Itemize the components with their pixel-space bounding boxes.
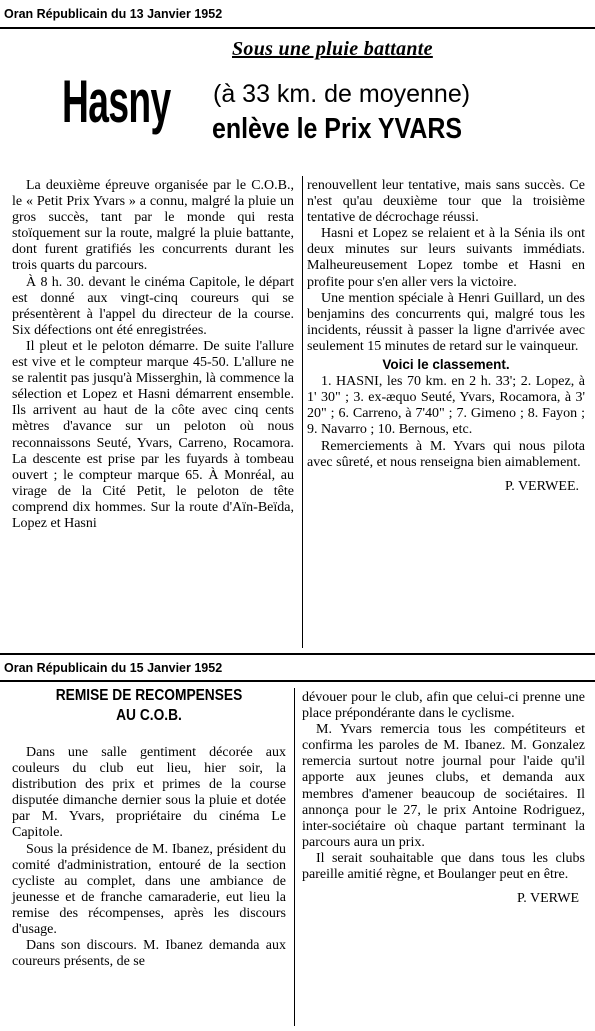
article1-top-rule bbox=[0, 27, 595, 29]
article2-source: Oran Républicain du 15 Janvier 1952 bbox=[4, 661, 223, 675]
classement-list: 1. HASNI, les 70 km. en 2 h. 33'; 2. Lopez, à 1' 30" ; 3. ex-æquo Seuté, Yvars, Rocamora, à 3' 20" ; 6. Carreno, à 7'40" ; 7. Gimeno ; 8. Fayon ; 9. Navarro ; 10. Bernous, etc. bbox=[307, 374, 585, 438]
article2-paragraph: Sous la présidence de M. Ibanez, président du comité d'administration, entouré de la section cycliste au complet, dans une ambiance de jeunesse et de franche camaraderie, eut lieu la remise des récompenses, après les discours d'usage. bbox=[12, 841, 286, 938]
article1-kicker: Sous une pluie battante bbox=[232, 38, 433, 60]
article2-column-divider bbox=[294, 688, 295, 1026]
article2-headline bbox=[31, 686, 267, 726]
article1-signature: P. VERWEE. bbox=[504, 478, 579, 494]
article2-paragraph: Il serait souhaitable que dans tous les clubs pareille amitié règne, et Boulanger peut en être. bbox=[302, 850, 585, 883]
article2-column-right bbox=[302, 690, 585, 907]
article1-column-divider bbox=[302, 176, 303, 648]
article1-column-right bbox=[307, 178, 585, 495]
article2-paragraph: Dans une salle gentiment décorée aux couleurs du club eut lieu, hier soir, la distribution des prix et primes de la course disputée dimanche dernier sous la pluie et dotée par M. Yvars, propriétaire du cinéma Le Capitole. bbox=[12, 745, 286, 841]
article1-paragraph: Une mention spéciale à Henri Guillard, un des benjamins des concurrents qui, malgré tous les incidents, réussit à passer la ligne d'arrivée avec seulement 15 minutes de retard sur le vainqueur. bbox=[307, 290, 585, 354]
article1-thanks: Remerciements à M. Yvars qui nous pilota avec sûreté, et nous renseigna bien aimablement. bbox=[307, 438, 585, 470]
article2-paragraph: M. Yvars remercia tous les compétiteurs et confirma les paroles de M. Ibanez. M. Gonzalez remercia surtout notre journal pour l'aide qu'il apporte aux jeunes clubs, et demanda aux membres d'amener beaucoup de sociétaires. Il annonça pour le 27, le prix Antoine Rodriguez, inter-sociétaire où chaque partant terminant la parcours aura un prix. bbox=[302, 722, 585, 850]
article1-headline-name: Hasny bbox=[62, 68, 171, 135]
article1-paragraph: Hasni et Lopez se relaient et à la Sénia ils ont deux minutes sur leurs suivants immédiats. Malheureusement Lopez tombe et Hasni en profite pour s'en aller vers la victoire. bbox=[307, 226, 585, 290]
classement-heading: Voici le classement. bbox=[382, 357, 510, 373]
article2-signature: P. VERWE bbox=[517, 891, 579, 907]
article2-paragraph: Dans son discours. M. Ibanez demanda aux coureurs présents, de se bbox=[12, 938, 286, 970]
article2-column-left bbox=[12, 745, 286, 970]
article2-header-rule bbox=[0, 680, 595, 682]
article1-column-left bbox=[12, 178, 294, 532]
article1-source: Oran Républicain du 13 Janvier 1952 bbox=[4, 7, 223, 21]
article1-subtitle-line1: (à 33 km. de moyenne) bbox=[213, 80, 471, 108]
article1-paragraph: Il pleut et le peloton démarre. De suite l'allure est vive et le compteur marque 45-50. L'allure ne se ralentit pas jusqu'à Misserghin, là commence la sélection et Lopez et Hasni démarrent ensemble. Ils arrivent au haut de la côte avec cinq cents mètres d'avance sur un peloton où nous reconnaissons Seuté, Yvars, Carreno, Rocamora. La descente est prise par les fuyards à tombeau ouvert ; le compteur marque 65. À Monréal, au virage de la Cité Petit, le peloton de tête comprend dix hommes. Sur la route d'Aïn-Beïda, Lopez et Hasni bbox=[12, 338, 294, 531]
article1-paragraph: La deuxième épreuve organisée par le C.O.B., le « Petit Prix Yvars » a connu, malgré la pluie un gros succès, tant par le monde qui resta stoïquement sur la route, malgré la pluie battante, dont furent gratifiés les concurrents durant les trois quarts du parcours. bbox=[12, 178, 294, 274]
article2-top-rule bbox=[0, 653, 595, 655]
article2-headline-line1: REMISE DE RECOMPENSES bbox=[55, 687, 243, 704]
article2-paragraph: dévouer pour le club, afin que celui-ci prenne une place prépondérante dans le cyclisme. bbox=[302, 690, 585, 722]
article1-paragraph: renouvellent leur tentative, mais sans succès. Ce n'est qu'au deuxième tour que la troisième tentative de décrochage réussi. bbox=[307, 178, 585, 226]
article2-headline-line2: AU C.O.B. bbox=[116, 707, 182, 724]
article1-subtitle-line2: enlève le Prix YVARS bbox=[212, 113, 463, 145]
article1-paragraph: À 8 h. 30. devant le cinéma Capitole, le départ est donné aux vingt-cinq coureurs qui se présentèrent à l'appel du directeur de la course. Six défections ont été enregistrées. bbox=[12, 274, 294, 338]
